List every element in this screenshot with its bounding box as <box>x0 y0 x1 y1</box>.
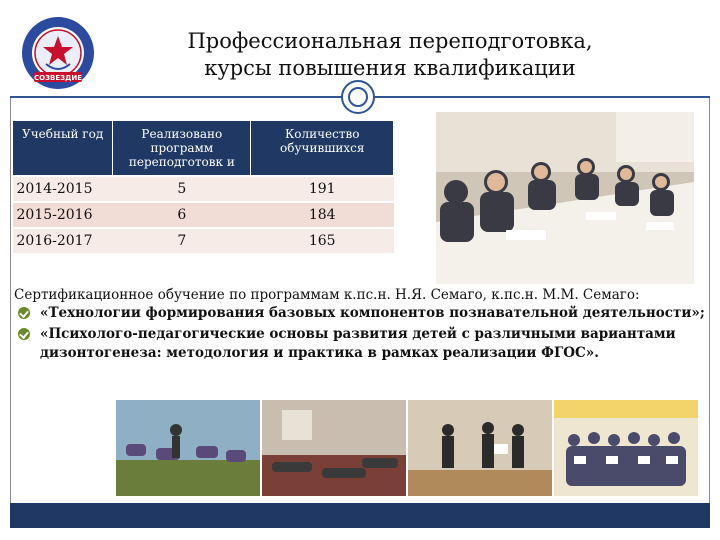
sozvezdie-logo <box>16 14 100 92</box>
bottom-bar <box>10 503 710 528</box>
list-item-text: «Психолого-педагогические основы развития детей с различными вариантами дизонтогенеза: методология и практика в рамках реализации ФГОС». <box>40 326 676 361</box>
cell-year: 2014-2015 <box>13 176 113 202</box>
photo-gym-session <box>116 400 260 496</box>
certification-intro: Сертификационное обучение по программам к.пс.н. Н.Я. Семаго, к.пс.н. М.М. Семаго: <box>14 287 640 303</box>
logo-brand-text: СОЗВЕЗДИЕ <box>33 74 83 82</box>
cell-programs: 7 <box>113 228 251 253</box>
check-icon <box>18 307 30 319</box>
divider-ring-ornament <box>341 80 375 114</box>
photo-group-certificates <box>554 400 698 496</box>
column-header-trained: Количество обучившихся <box>251 121 394 177</box>
cell-trained: 191 <box>251 176 394 202</box>
check-icon <box>18 328 30 340</box>
stats-table <box>12 120 394 253</box>
list-item <box>18 304 708 323</box>
photo-relaxation-session <box>262 400 406 496</box>
table-header-row <box>13 121 394 177</box>
cell-programs: 6 <box>113 202 251 228</box>
column-header-programs: Реализовано программ переподготовк и <box>113 121 251 177</box>
title-line-1: Профессиональная переподготовка, <box>187 29 593 53</box>
cell-year: 2016-2017 <box>13 228 113 253</box>
list-item <box>18 325 708 363</box>
list-item-text: «Технологии формирования базовых компонентов познавательной деятельности»; <box>40 305 705 321</box>
column-header-year: Учебный год <box>13 121 113 177</box>
photo-certificate-award <box>408 400 552 496</box>
certification-list <box>18 304 708 365</box>
cell-year: 2015-2016 <box>13 202 113 228</box>
title-line-2: курсы повышения квалификации <box>204 56 576 80</box>
classroom-photo <box>436 112 694 284</box>
cell-programs: 5 <box>113 176 251 202</box>
page-title <box>120 28 660 82</box>
table-row <box>13 202 394 228</box>
table-row <box>13 228 394 253</box>
cell-trained: 184 <box>251 202 394 228</box>
cell-trained: 165 <box>251 228 394 253</box>
table-row <box>13 176 394 202</box>
